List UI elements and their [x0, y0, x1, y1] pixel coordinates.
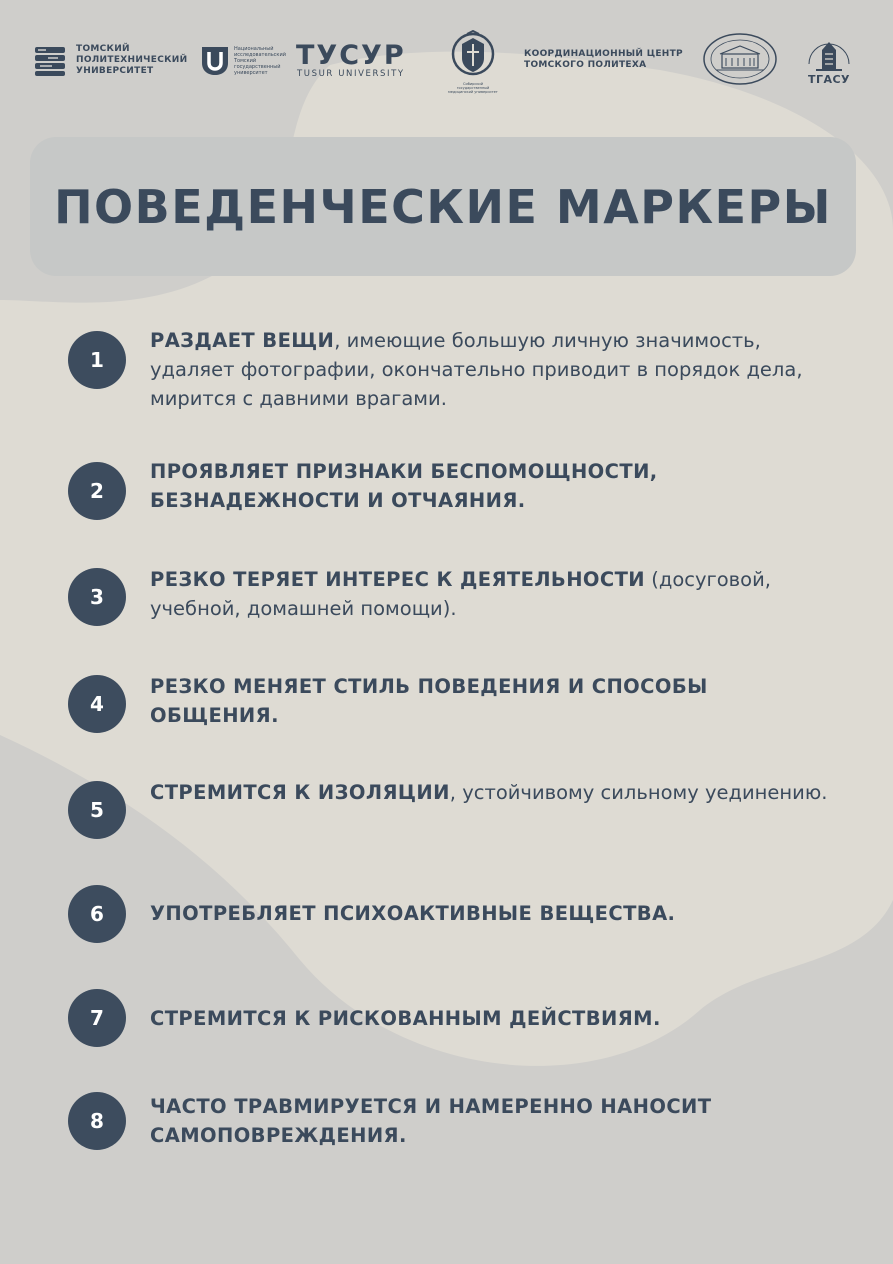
- title-banner: [30, 137, 856, 276]
- tgasu-label: ТГАСУ: [807, 73, 851, 86]
- item-bold-text: РАЗДАЕТ ВЕЩИ: [150, 329, 335, 352]
- item-number-badge: 3: [68, 568, 126, 626]
- tgasu-logo: [804, 34, 854, 85]
- item-bold-text: РЕЗКО МЕНЯЕТ СТИЛЬ ПОВЕДЕНИЯ И СПОСОБЫ ОБЩЕНИЯ.: [150, 675, 708, 727]
- item-text: [150, 1004, 830, 1033]
- item-text: [150, 326, 830, 413]
- item-number-badge: 7: [68, 989, 126, 1047]
- medical-crest-icon: [451, 30, 495, 82]
- tpu-emblem-icon: [34, 45, 66, 77]
- item-number-badge: 2: [68, 462, 126, 520]
- page-title: ПОВЕДЕНЧЕСКИЕ МАРКЕРЫ: [54, 179, 832, 234]
- item-text: [150, 672, 830, 730]
- tpu-logo: [34, 44, 187, 77]
- tpu-name-line-1: ТОМСКИЙ: [76, 44, 130, 54]
- item-rest-text: (досуговой, учебной, домашней помощи).: [150, 568, 771, 620]
- tpu-name-line-2: ПОЛИТЕХНИЧЕСКИЙ: [76, 55, 188, 65]
- item-bold-text: ЧАСТО ТРАВМИРУЕТСЯ И НАМЕРЕННО НАНОСИТ САМОПОВРЕЖДЕНИЯ.: [150, 1095, 712, 1147]
- building-seal-icon: [702, 32, 778, 86]
- item-number-badge: 1: [68, 331, 126, 389]
- tgasu-emblem-icon: [804, 34, 854, 74]
- item-rest-text: , имеющие большую личную значимость, удаляет фотографии, окончательно приводит в порядок дела, мирится с давними врагами.: [150, 329, 803, 410]
- item-number-badge: 6: [68, 885, 126, 943]
- tsu-name-line-2: исследовательский: [234, 52, 286, 58]
- item-number-badge: 8: [68, 1092, 126, 1150]
- tsu-logo: [200, 45, 286, 77]
- center-name-line-2: ТОМСКОГО ПОЛИТЕХА: [524, 60, 647, 70]
- medical-name-line-2: медицинский университет: [448, 90, 498, 94]
- item-text: [150, 778, 830, 807]
- medical-name-line-1: Сибирский государственный: [456, 82, 490, 90]
- item-number-badge: 5: [68, 781, 126, 839]
- partner-logos: [0, 0, 893, 110]
- tsu-name-line-4: государственный: [234, 64, 281, 70]
- coordination-center-logo: [524, 49, 683, 71]
- item-bold-text: СТРЕМИТСЯ К РИСКОВАННЫМ ДЕЙСТВИЯМ.: [150, 1007, 661, 1030]
- item-bold-text: ПРОЯВЛЯЕТ ПРИЗНАКИ БЕСПОМОЩНОСТИ, БЕЗНАДЕЖНОСТИ И ОТЧАЯНИЯ.: [150, 460, 658, 512]
- tsu-name-line-5: университет: [234, 70, 268, 76]
- item-text: [150, 565, 830, 623]
- item-text: [150, 899, 830, 928]
- tsu-name-line-3: Томский: [234, 58, 257, 64]
- pedagogical-university-logo: [702, 32, 778, 86]
- center-name-line-1: КООРДИНАЦИОННЫЙ ЦЕНТР: [524, 49, 683, 59]
- item-text: [150, 1092, 830, 1150]
- tusur-subtitle: TUSUR UNIVERSITY: [296, 69, 405, 79]
- item-rest-text: , устойчивому сильному уединению.: [449, 781, 828, 804]
- item-bold-text: СТРЕМИТСЯ К ИЗОЛЯЦИИ: [150, 781, 450, 804]
- item-text: [150, 457, 830, 515]
- tusur-logo: [296, 40, 406, 79]
- item-bold-text: РЕЗКО ТЕРЯЕТ ИНТЕРЕС К ДЕЯТЕЛЬНОСТИ: [150, 568, 646, 591]
- tusur-wordmark: ТУСУР: [296, 40, 406, 71]
- item-number-badge: 4: [68, 675, 126, 733]
- tpu-name-line-3: УНИВЕРСИТЕТ: [76, 66, 154, 76]
- siberian-medical-logo: [448, 30, 498, 94]
- item-bold-text: УПОТРЕБЛЯЕТ ПСИХОАКТИВНЫЕ ВЕЩЕСТВА.: [150, 902, 676, 925]
- tsu-emblem-icon: [200, 45, 230, 77]
- tsu-name-line-1: Национальный: [234, 46, 274, 52]
